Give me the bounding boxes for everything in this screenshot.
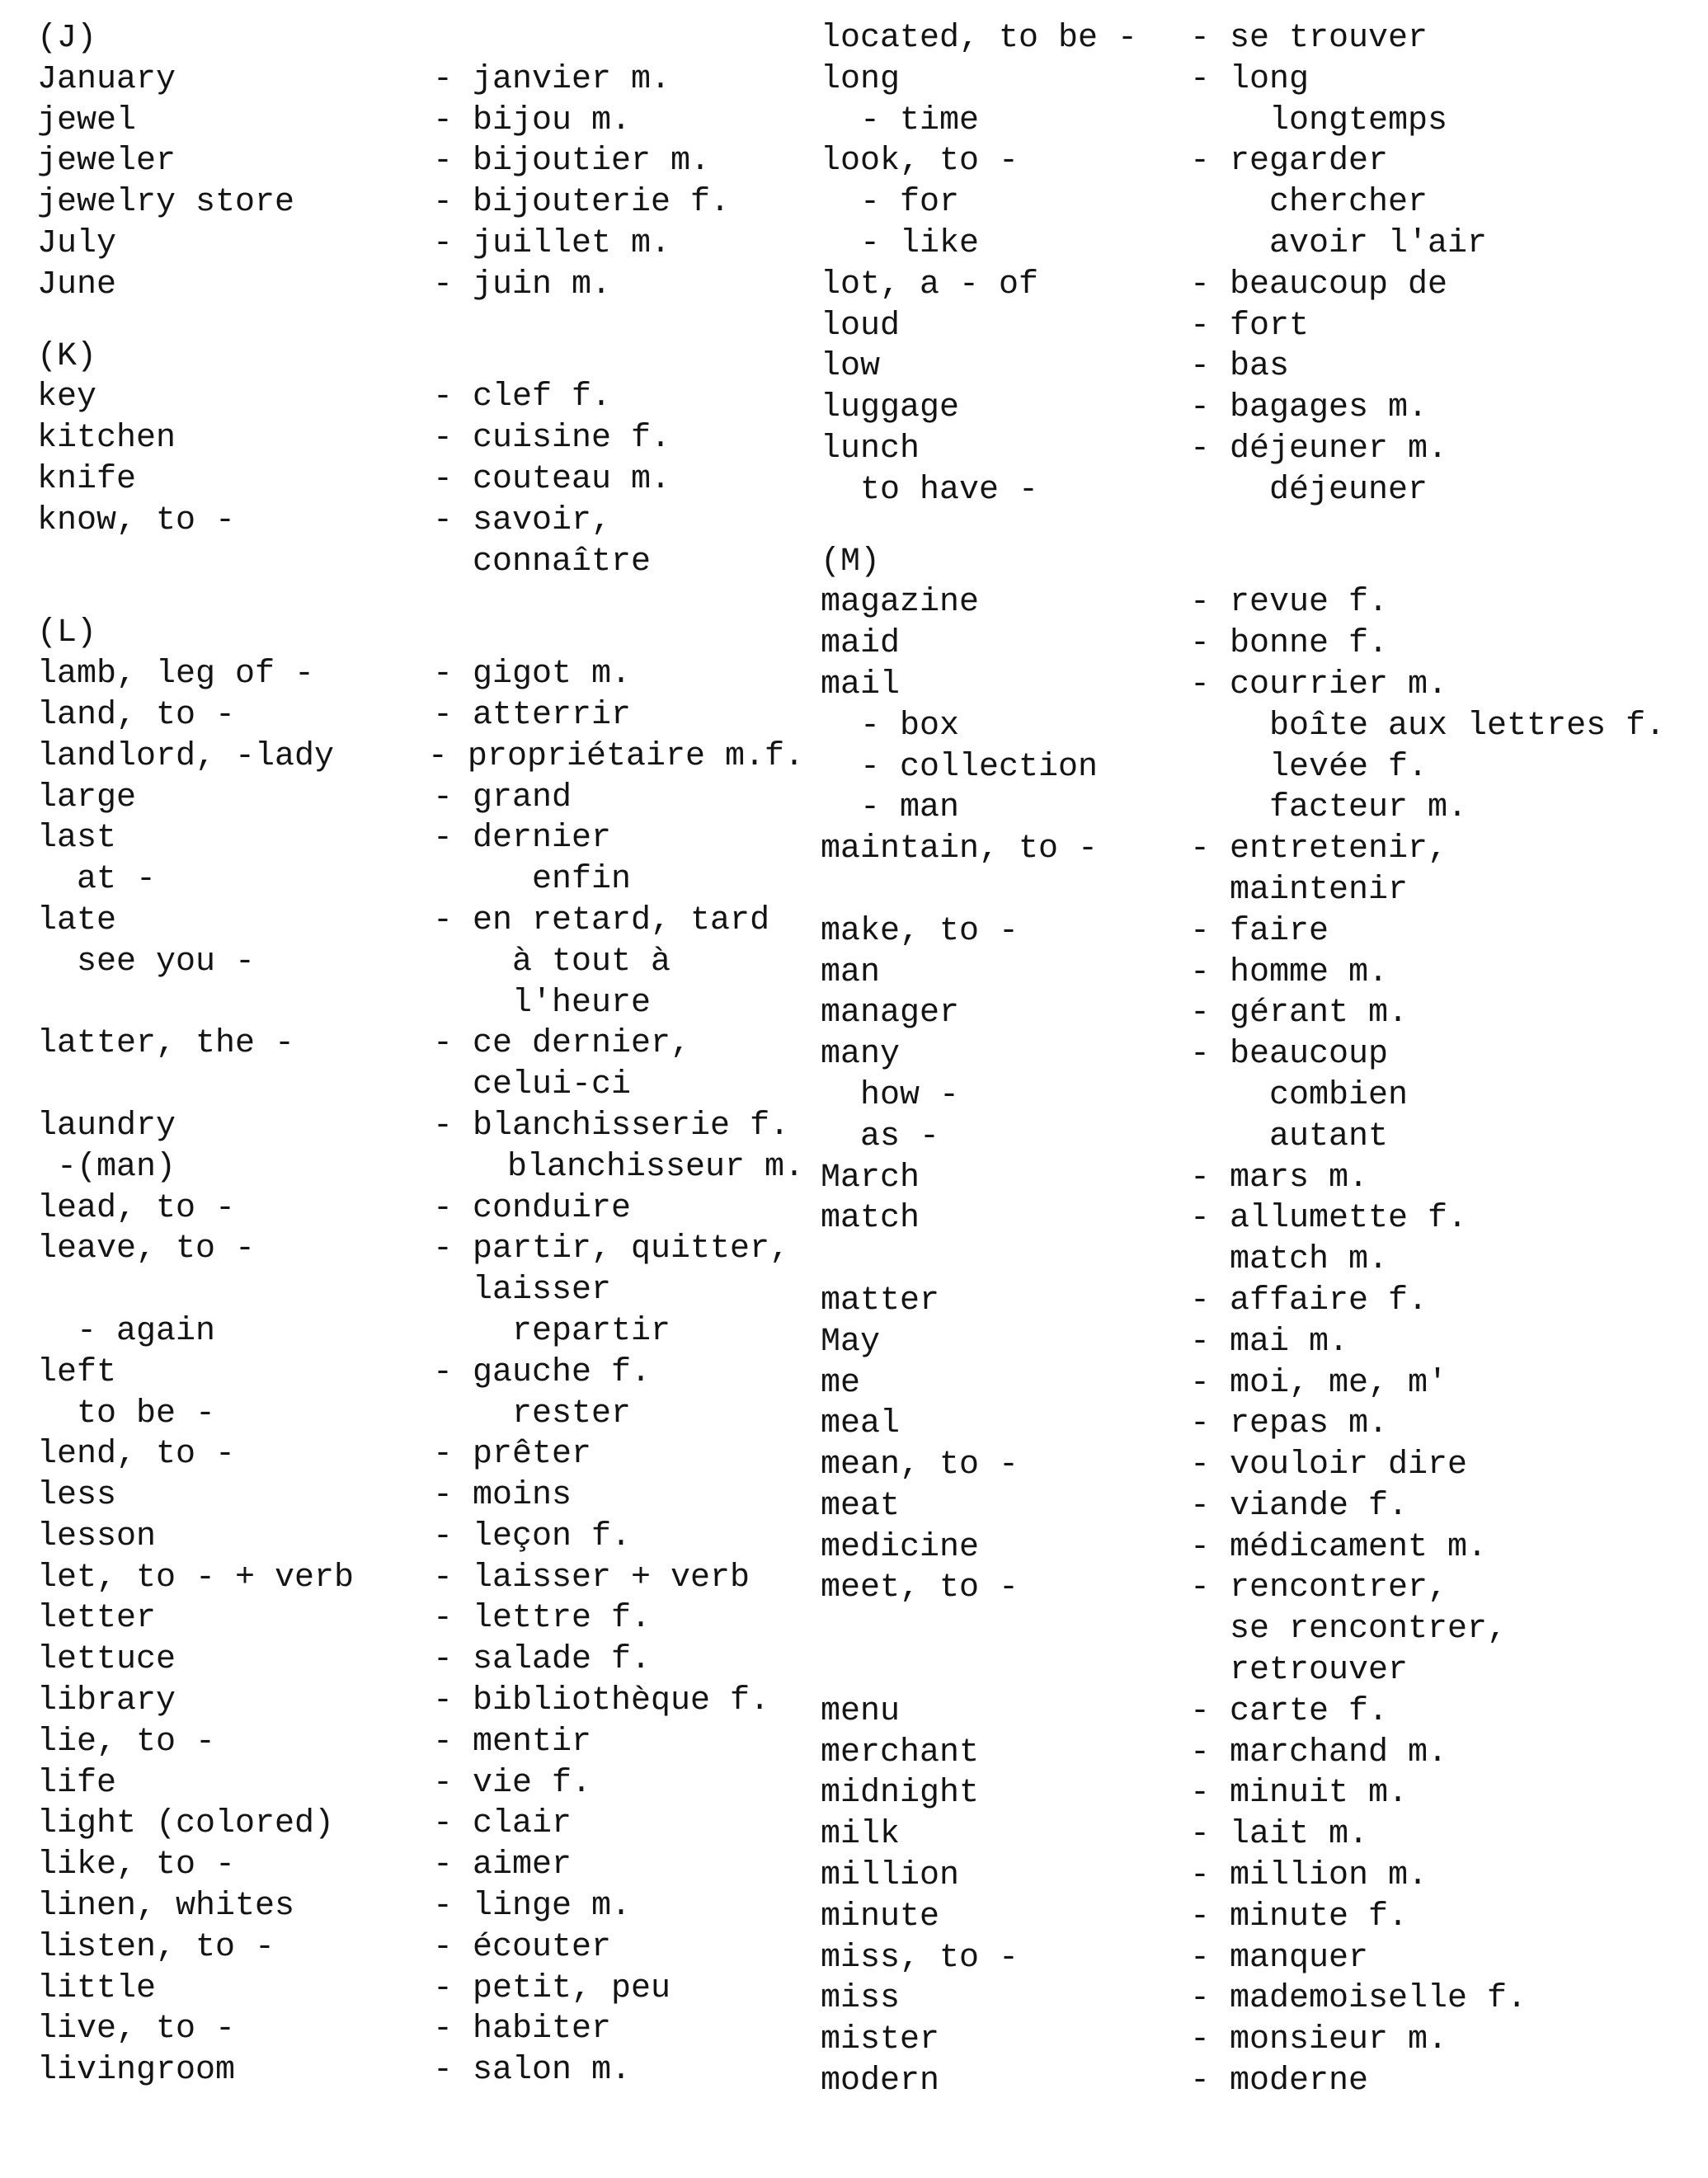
english-term: jewel [37, 101, 137, 139]
french-translation: - se trouver [1190, 20, 1428, 57]
english-term: at - [37, 861, 157, 899]
french-translation: - faire [1190, 912, 1329, 950]
glossary-entry [37, 1147, 804, 1188]
french-translation: - lettre f. [433, 1600, 652, 1638]
french-translation: - affaire f. [1190, 1282, 1428, 1320]
glossary-entry [821, 182, 1703, 223]
english-term [821, 1609, 1190, 1650]
english-term [37, 542, 433, 583]
english-term: linen, whites [37, 1888, 295, 1926]
french-translation: - bijouterie f. [433, 184, 731, 222]
glossary-entry [37, 1270, 804, 1311]
english-term: miss, to - [821, 1939, 1019, 1977]
glossary-entry [37, 1598, 804, 1639]
glossary-entry [821, 911, 1703, 953]
english-term: less [37, 1477, 117, 1515]
glossary-entry [37, 1394, 804, 1435]
english-term: make, to - [821, 912, 1019, 950]
glossary-entry [37, 1352, 804, 1394]
french-translation: - minuit m. [1190, 1775, 1409, 1813]
english-term: lunch [821, 430, 920, 468]
english-term: - for [821, 184, 960, 222]
english-term: modern [821, 2063, 940, 2100]
french-translation: - partir, quitter, [433, 1230, 790, 1268]
french-translation: - mai m. [1190, 1323, 1349, 1361]
glossary-entry [37, 1763, 804, 1804]
glossary-entry [37, 1804, 804, 1845]
french-translation: - linge m. [433, 1888, 632, 1926]
english-term [37, 1065, 433, 1106]
glossary-entry [821, 993, 1703, 1034]
glossary-entry [37, 1845, 804, 1886]
french-translation: enfin [433, 861, 632, 899]
english-term: leave, to - [37, 1230, 256, 1268]
french-translation: - petit, peu [433, 1969, 671, 2007]
glossary-entry [821, 1445, 1703, 1486]
english-term: livingroom [37, 2052, 236, 2090]
english-term [821, 1650, 1190, 1691]
glossary-entry [37, 736, 804, 778]
english-term: letter [37, 1600, 157, 1638]
english-term: merchant [821, 1733, 980, 1771]
glossary-entry [37, 1517, 804, 1558]
french-translation: - bagages m. [1190, 389, 1428, 427]
glossary-entry [821, 1814, 1703, 1856]
glossary-entry [37, 2009, 804, 2050]
french-translation: celui-ci [433, 1066, 632, 1104]
glossary-entry [821, 223, 1703, 265]
glossary-entry [37, 1475, 804, 1517]
french-translation: - bas [1190, 348, 1290, 386]
french-translation: - gauche f. [433, 1353, 652, 1391]
glossary-entry [37, 1229, 804, 1270]
glossary-entry [821, 706, 1703, 747]
glossary-entry [821, 388, 1703, 429]
english-term: lettuce [37, 1641, 176, 1679]
glossary-column-left [37, 18, 804, 2091]
french-translation: - monsieur m. [1190, 2021, 1448, 2059]
french-translation: - clef f. [433, 379, 612, 416]
french-translation: - courrier m. [1190, 666, 1448, 703]
french-translation: combien [1190, 1076, 1409, 1114]
french-translation: - moins [433, 1477, 572, 1515]
glossary-entry [821, 665, 1703, 706]
english-term: May [821, 1323, 881, 1361]
glossary-entry [37, 1023, 804, 1065]
french-translation: avoir l'air [1190, 224, 1488, 262]
french-translation: autant [1190, 1117, 1389, 1155]
french-translation: - mars m. [1190, 1159, 1369, 1197]
french-translation: - propriétaire m.f. [427, 737, 804, 775]
english-term: mail [821, 666, 901, 703]
glossary-entry [37, 459, 804, 501]
french-translation: - mademoiselle f. [1190, 1980, 1527, 2018]
english-term: see you - [37, 943, 256, 981]
french-translation: - regarder [1190, 143, 1389, 181]
glossary-entry [37, 1558, 804, 1599]
glossary-entry [37, 1188, 804, 1230]
french-translation: - atterrir [433, 696, 632, 734]
english-term: lot, a - of [821, 266, 1039, 303]
french-translation: déjeuner [1190, 471, 1428, 509]
glossary-entry [821, 101, 1703, 142]
french-translation: - bonne f. [1190, 625, 1389, 663]
french-translation: - cuisine f. [433, 420, 671, 458]
french-translation: - grand [433, 779, 572, 816]
glossary-entry [821, 346, 1703, 388]
french-translation: - médicament m. [1190, 1528, 1488, 1566]
french-translation: - entretenir, [1190, 830, 1448, 868]
glossary-entry [37, 501, 804, 542]
glossary-entry [821, 1075, 1703, 1117]
glossary-entry [821, 1240, 1703, 1281]
english-term: low [821, 348, 881, 386]
glossary-entry [821, 1978, 1703, 2020]
glossary-entry [37, 141, 804, 182]
french-translation: - repas m. [1190, 1405, 1389, 1443]
english-term: maintain, to - [821, 830, 1099, 868]
glossary-entry [821, 1856, 1703, 1897]
french-translation: retrouver [1190, 1652, 1409, 1690]
glossary-entry [37, 695, 804, 736]
glossary-column-right [821, 18, 1703, 2102]
french-translation: connaître [433, 543, 652, 581]
french-translation: - marchand m. [1190, 1733, 1448, 1771]
english-term: me [821, 1364, 861, 1402]
french-translation: match m. [1190, 1241, 1389, 1279]
glossary-entry [821, 747, 1703, 788]
english-term: as - [821, 1117, 940, 1155]
glossary-entry [37, 1681, 804, 1722]
glossary-entry [37, 265, 804, 306]
english-term: many [821, 1036, 901, 1074]
english-term: match [821, 1200, 920, 1238]
english-term: luggage [821, 389, 960, 427]
english-term: life [37, 1764, 117, 1802]
glossary-entry [37, 1722, 804, 1763]
french-translation: rester [433, 1395, 632, 1432]
glossary-entry [37, 1639, 804, 1681]
english-term: man [821, 953, 881, 991]
english-term: laundry [37, 1107, 176, 1145]
french-translation: - lait m. [1190, 1816, 1369, 1854]
english-term: minute [821, 1898, 940, 1936]
english-term: to have - [821, 471, 1039, 509]
glossary-entry [821, 1404, 1703, 1445]
french-translation: l'heure [433, 984, 652, 1022]
english-term: June [37, 266, 117, 303]
glossary-entry [821, 59, 1703, 101]
glossary-entry [821, 1938, 1703, 1979]
english-term: midnight [821, 1775, 980, 1813]
glossary-entry [821, 1363, 1703, 1404]
french-translation: - salade f. [433, 1641, 652, 1679]
glossary-entry [821, 1281, 1703, 1322]
english-term: let, to - + verb [37, 1559, 355, 1597]
english-term: - like [821, 224, 980, 262]
section-letter-heading: (L) [37, 614, 97, 652]
french-translation: - leçon f. [433, 1517, 632, 1555]
french-translation: levée f. [1190, 748, 1428, 786]
english-term: March [821, 1159, 920, 1197]
french-translation: - en retard, tard [433, 901, 770, 939]
french-translation: - bijou m. [433, 101, 632, 139]
english-term: milk [821, 1816, 901, 1854]
glossary-entry [821, 1527, 1703, 1569]
french-translation: - bibliothèque f. [433, 1682, 770, 1720]
french-translation: maintenir [1190, 871, 1409, 909]
english-term: - collection [821, 748, 1099, 786]
english-term: lamb, leg of - [37, 656, 315, 694]
glossary-entry [37, 818, 804, 859]
section-letter-heading: (K) [37, 337, 97, 375]
english-term [821, 1240, 1190, 1281]
english-term: long [821, 60, 901, 98]
french-translation: chercher [1190, 184, 1428, 222]
french-translation: - juillet m. [433, 224, 671, 262]
glossary-entry [821, 1897, 1703, 1938]
french-translation: - beaucoup [1190, 1036, 1389, 1074]
glossary-entry [821, 470, 1703, 511]
glossary-entry [821, 1117, 1703, 1158]
glossary-entry [37, 1311, 804, 1352]
english-term: miss [821, 1980, 901, 2018]
english-term: January [37, 60, 176, 98]
french-translation: - moi, me, m' [1190, 1364, 1448, 1402]
french-translation: - déjeuner m. [1190, 430, 1448, 468]
english-term: large [37, 779, 137, 816]
english-term: July [37, 224, 117, 262]
english-term [37, 983, 433, 1024]
english-term: library [37, 1682, 176, 1720]
french-translation: - blanchisserie f. [433, 1107, 790, 1145]
english-term: late [37, 901, 117, 939]
english-term: kitchen [37, 420, 176, 458]
glossary-entry [821, 1198, 1703, 1240]
glossary-entry [37, 1969, 804, 2010]
english-term: jeweler [37, 143, 176, 181]
french-translation: - savoir, [433, 501, 612, 539]
glossary-entry [821, 870, 1703, 911]
english-term: magazine [821, 584, 980, 622]
glossary-entry [821, 1733, 1703, 1774]
french-translation: - vouloir dire [1190, 1447, 1468, 1484]
english-term: maid [821, 625, 901, 663]
glossary-entry [37, 654, 804, 695]
english-term: mean, to - [821, 1447, 1019, 1484]
glossary-entry [821, 1650, 1703, 1691]
french-translation: - juin m. [433, 266, 612, 303]
english-term: landlord, -lady [37, 737, 335, 775]
english-term: - box [821, 707, 960, 745]
english-term: live, to - [37, 2011, 236, 2049]
french-translation: à tout à [433, 943, 671, 981]
french-translation: - carte f. [1190, 1692, 1389, 1730]
english-term [37, 1270, 433, 1311]
glossary-entry [37, 1106, 804, 1147]
french-translation: - bijoutier m. [433, 143, 711, 181]
glossary-entry [821, 2061, 1703, 2102]
glossary-entry [37, 223, 804, 265]
english-term: know, to - [37, 501, 236, 539]
english-term: loud [821, 307, 901, 345]
french-translation: - écouter [433, 1928, 612, 1966]
glossary-entry [821, 788, 1703, 829]
english-term: knife [37, 460, 137, 498]
glossary-entry [37, 1886, 804, 1927]
english-term: - time [821, 101, 980, 139]
french-translation: - clair [433, 1805, 572, 1843]
glossary-entry [821, 623, 1703, 665]
english-term: manager [821, 995, 960, 1033]
glossary-entry [37, 1927, 804, 1969]
glossary-entry [821, 1486, 1703, 1527]
french-translation: - fort [1190, 307, 1310, 345]
glossary-entry [37, 2050, 804, 2091]
glossary-entry [37, 1065, 804, 1106]
glossary-entry [821, 18, 1703, 59]
glossary-entry [821, 429, 1703, 470]
french-translation: - moderne [1190, 2063, 1369, 2100]
french-translation: - conduire [433, 1189, 632, 1227]
glossary-entry [37, 778, 804, 819]
glossary-entry [821, 306, 1703, 347]
section-letter-heading: (M) [821, 543, 881, 581]
english-term: left [37, 1353, 117, 1391]
glossary-entry [821, 141, 1703, 182]
french-translation: - manquer [1190, 1939, 1369, 1977]
english-term: million [821, 1857, 960, 1895]
english-term: to be - [37, 1395, 216, 1432]
section-gap [37, 306, 804, 336]
english-term: key [37, 379, 97, 416]
french-translation: - rencontrer, [1190, 1569, 1448, 1607]
english-term: meal [821, 1405, 901, 1443]
glossary-entry [821, 2020, 1703, 2061]
english-term: meat [821, 1487, 901, 1525]
glossary-entry [821, 1322, 1703, 1363]
english-term: light (colored) [37, 1805, 335, 1843]
glossary-entry [821, 1773, 1703, 1814]
section-gap [37, 582, 804, 613]
french-translation: - gigot m. [433, 656, 632, 694]
french-translation: - gérant m. [1190, 995, 1409, 1033]
glossary-entry [821, 1691, 1703, 1733]
english-term: lesson [37, 1517, 157, 1555]
french-translation: - aimer [433, 1846, 572, 1884]
french-translation: - janvier m. [433, 60, 671, 98]
english-term: lend, to - [37, 1436, 236, 1474]
english-term: located, to be - [821, 20, 1138, 57]
english-term: meet, to - [821, 1569, 1019, 1607]
french-translation: blanchisseur m. [427, 1148, 804, 1186]
english-term: menu [821, 1692, 901, 1730]
english-term [821, 870, 1190, 911]
english-term: jewelry store [37, 184, 295, 222]
french-translation: boîte aux lettres f. [1190, 707, 1666, 745]
glossary-entry [37, 542, 804, 583]
glossary-entry [821, 1158, 1703, 1199]
french-translation: - laisser + verb [433, 1559, 750, 1597]
french-translation: - mentir [433, 1723, 592, 1761]
french-translation: - habiter [433, 2011, 612, 2049]
english-term: mister [821, 2021, 940, 2059]
french-translation: - dernier [433, 820, 612, 858]
glossary-entry [37, 59, 804, 101]
english-term: latter, the - [37, 1025, 295, 1063]
french-translation: se rencontrer, [1190, 1611, 1508, 1649]
french-translation: - minute f. [1190, 1898, 1409, 1936]
french-translation: - million m. [1190, 1857, 1428, 1895]
english-term: lead, to - [37, 1189, 236, 1227]
glossary-entry [821, 1034, 1703, 1075]
glossary-entry [821, 1609, 1703, 1650]
french-translation: - viande f. [1190, 1487, 1409, 1525]
english-term: little [37, 1969, 157, 2007]
english-term: look, to - [821, 143, 1019, 181]
french-translation: - vie f. [433, 1764, 592, 1802]
french-translation: - couteau m. [433, 460, 671, 498]
english-term: last [37, 820, 117, 858]
glossary-entry [821, 953, 1703, 994]
glossary-entry [821, 829, 1703, 870]
english-term: medicine [821, 1528, 980, 1566]
french-translation: - allumette f. [1190, 1200, 1468, 1238]
english-term: lie, to - [37, 1723, 216, 1761]
glossary-entry [37, 182, 804, 223]
english-term: listen, to - [37, 1928, 275, 1966]
french-translation: - prêter [433, 1436, 592, 1474]
french-translation: - homme m. [1190, 953, 1389, 991]
english-term: how - [821, 1076, 960, 1114]
glossary-entry [821, 1568, 1703, 1609]
english-term: like, to - [37, 1846, 236, 1884]
english-term: -(man) [37, 1148, 176, 1186]
glossary-entry [37, 418, 804, 459]
english-term: - man [821, 789, 960, 827]
glossary-entry [821, 582, 1703, 623]
section-letter-heading: (J) [37, 20, 97, 57]
french-translation: longtemps [1190, 101, 1448, 139]
section-gap [821, 511, 1703, 542]
glossary-entry [821, 265, 1703, 306]
french-translation: facteur m. [1190, 789, 1468, 827]
glossary-entry [37, 942, 804, 983]
glossary-entry [37, 859, 804, 901]
glossary-entry [37, 101, 804, 142]
english-term: matter [821, 1282, 940, 1320]
french-translation: repartir [433, 1312, 671, 1350]
glossary-entry [37, 901, 804, 942]
glossary-entry [37, 983, 804, 1024]
glossary-entry [37, 1434, 804, 1475]
french-translation: laisser [433, 1272, 612, 1310]
french-translation: - long [1190, 60, 1310, 98]
english-term: land, to - [37, 696, 236, 734]
glossary-entry [37, 377, 804, 418]
english-term: - again [37, 1312, 216, 1350]
french-translation: - ce dernier, [433, 1025, 691, 1063]
french-translation: - salon m. [433, 2052, 632, 2090]
french-translation: - revue f. [1190, 584, 1389, 622]
french-translation: - beaucoup de [1190, 266, 1448, 303]
